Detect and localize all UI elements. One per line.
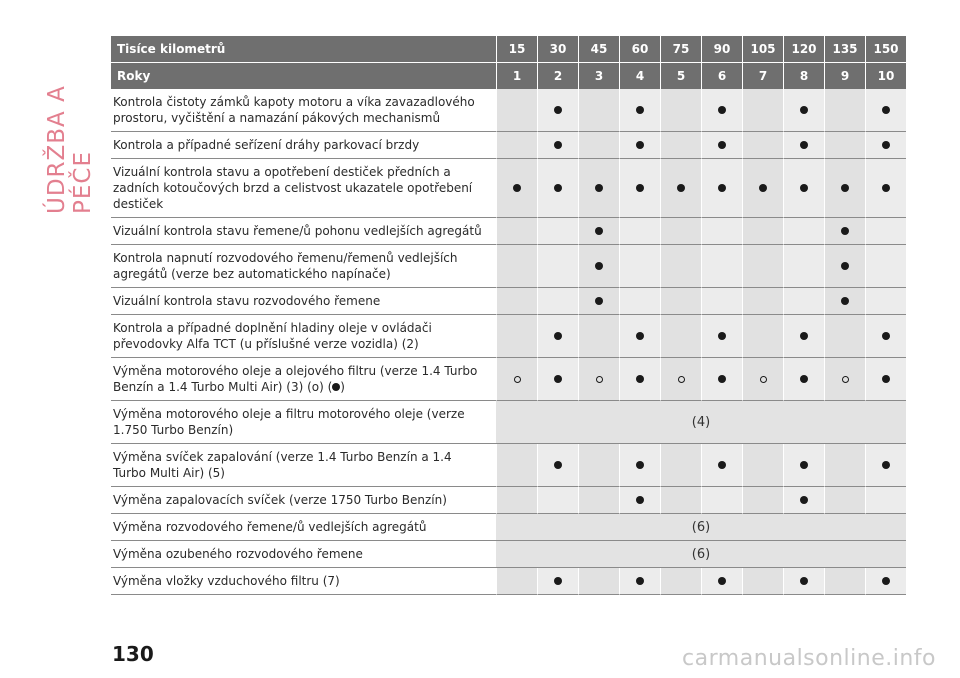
km-header-cell: 150 [865, 36, 906, 63]
schedule-cell [824, 159, 865, 218]
schedule-cell [660, 159, 701, 218]
filled-dot-icon [718, 141, 726, 149]
schedule-cell [496, 487, 537, 514]
task-text: Vizuální kontrola stavu a opotřebení destiček předních a zadních kotoučových brzd a celistvost ukazatele opotřebení destiček [113, 165, 473, 211]
schedule-cell [865, 132, 906, 159]
page-number: 130 [112, 642, 154, 666]
task-text: Kontrola a případné seřízení dráhy parkovací brzdy [113, 138, 420, 152]
filled-dot-icon [800, 375, 808, 383]
year-header-cell: 4 [619, 63, 660, 89]
schedule-cell [537, 358, 578, 401]
schedule-cell [824, 89, 865, 132]
km-header-label: Tisíce kilometrů [111, 36, 496, 63]
schedule-cell [701, 444, 742, 487]
schedule-cell [496, 358, 537, 401]
task-description [111, 487, 496, 514]
schedule-cell [537, 444, 578, 487]
empty-circle-icon [760, 376, 767, 383]
schedule-cell [701, 315, 742, 358]
task-description [111, 315, 496, 358]
schedule-cell [865, 487, 906, 514]
schedule-cell [824, 444, 865, 487]
year-header-cell: 3 [578, 63, 619, 89]
filled-dot-icon [718, 461, 726, 469]
schedule-cell [701, 159, 742, 218]
table-row [111, 514, 906, 541]
task-text: Výměna rozvodového řemene/ů vedlejších agregátů [113, 520, 427, 534]
task-description [111, 401, 496, 444]
schedule-cell [742, 288, 783, 315]
year-header-cell: 6 [701, 63, 742, 89]
year-header-cell: 1 [496, 63, 537, 89]
schedule-cell [742, 159, 783, 218]
table-row [111, 568, 906, 595]
schedule-cell [742, 568, 783, 595]
task-description [111, 245, 496, 288]
schedule-cell [619, 288, 660, 315]
table-row [111, 288, 906, 315]
schedule-cell [660, 358, 701, 401]
filled-dot-icon [595, 227, 603, 235]
schedule-cell [660, 315, 701, 358]
schedule-cell [496, 159, 537, 218]
filled-dot-icon [882, 184, 890, 192]
schedule-cell [865, 444, 906, 487]
filled-dot-icon [595, 297, 603, 305]
schedule-cell [660, 288, 701, 315]
watermark: carmanualsonline.info [682, 646, 936, 671]
schedule-cell [824, 358, 865, 401]
schedule-cell [865, 89, 906, 132]
task-description [111, 132, 496, 159]
maintenance-schedule-table [111, 36, 906, 595]
filled-dot-icon [882, 375, 890, 383]
filled-dot-icon [513, 184, 521, 192]
schedule-cell [865, 315, 906, 358]
task-description [111, 288, 496, 315]
schedule-cell [824, 245, 865, 288]
schedule-cell [496, 444, 537, 487]
task-description [111, 568, 496, 595]
table-body [111, 89, 906, 595]
filled-dot-icon [800, 106, 808, 114]
filled-dot-icon [718, 332, 726, 340]
filled-dot-icon [554, 332, 562, 340]
empty-circle-icon [514, 376, 521, 383]
schedule-cell [701, 487, 742, 514]
table-row [111, 218, 906, 245]
filled-dot-icon [677, 184, 685, 192]
filled-dot-icon [800, 332, 808, 340]
schedule-cell [496, 288, 537, 315]
schedule-cell [578, 288, 619, 315]
schedule-cell [537, 218, 578, 245]
km-header-cell: 15 [496, 36, 537, 63]
schedule-cell [619, 568, 660, 595]
schedule-cell [783, 159, 824, 218]
schedule-cell [783, 132, 824, 159]
schedule-cell [660, 568, 701, 595]
schedule-cell [783, 358, 824, 401]
schedule-cell [865, 159, 906, 218]
filled-dot-icon [554, 375, 562, 383]
km-header-row [111, 36, 906, 63]
schedule-cell [824, 315, 865, 358]
schedule-cell [619, 159, 660, 218]
schedule-cell [537, 315, 578, 358]
schedule-cell [742, 315, 783, 358]
task-text: Vizuální kontrola stavu rozvodového řemene [113, 294, 381, 308]
filled-dot-icon [800, 141, 808, 149]
filled-dot-icon [841, 227, 849, 235]
schedule-cell [537, 487, 578, 514]
filled-dot-icon [882, 332, 890, 340]
schedule-cell [701, 568, 742, 595]
schedule-cell [742, 487, 783, 514]
empty-circle-icon [678, 376, 685, 383]
task-text: Výměna motorového oleje a olejového filtru (verze 1.4 Turbo Benzín a 1.4 Turbo Multi Air) (3) (o) ( [113, 364, 478, 394]
schedule-cell [742, 89, 783, 132]
filled-dot-icon [636, 106, 644, 114]
filled-dot-icon [800, 577, 808, 585]
schedule-cell [619, 444, 660, 487]
schedule-cell [783, 315, 824, 358]
filled-dot-icon [554, 141, 562, 149]
schedule-cell [578, 487, 619, 514]
year-header-cell: 8 [783, 63, 824, 89]
filled-dot-icon [882, 461, 890, 469]
schedule-cell [824, 568, 865, 595]
table-row [111, 487, 906, 514]
schedule-cell [783, 568, 824, 595]
filled-dot-icon [636, 375, 644, 383]
km-header-cell: 90 [701, 36, 742, 63]
schedule-cell [701, 358, 742, 401]
schedule-cell [824, 132, 865, 159]
km-header-cell: 60 [619, 36, 660, 63]
schedule-cell [496, 568, 537, 595]
filled-dot-icon [718, 184, 726, 192]
table-row [111, 89, 906, 132]
schedule-cell [619, 315, 660, 358]
schedule-cell [578, 132, 619, 159]
interval-note: (4) [496, 401, 906, 444]
km-header-cell: 120 [783, 36, 824, 63]
schedule-cell [496, 89, 537, 132]
filled-dot-icon [636, 141, 644, 149]
schedule-cell [783, 89, 824, 132]
filled-dot-icon [800, 461, 808, 469]
filled-dot-icon [718, 106, 726, 114]
km-header-cell: 45 [578, 36, 619, 63]
schedule-cell [537, 288, 578, 315]
years-header-label: Roky [111, 63, 496, 89]
schedule-cell [701, 288, 742, 315]
filled-dot-icon [554, 106, 562, 114]
table-row [111, 315, 906, 358]
schedule-cell [537, 89, 578, 132]
schedule-cell [619, 358, 660, 401]
task-text: Výměna svíček zapalování (verze 1.4 Turbo Benzín a 1.4 Turbo Multi Air) (5) [113, 450, 452, 480]
table-row [111, 444, 906, 487]
schedule-cell [496, 315, 537, 358]
year-header-cell: 5 [660, 63, 701, 89]
schedule-cell [783, 487, 824, 514]
schedule-cell [578, 315, 619, 358]
schedule-cell [742, 132, 783, 159]
year-header-cell: 9 [824, 63, 865, 89]
schedule-cell [619, 245, 660, 288]
filled-dot-icon [636, 577, 644, 585]
schedule-cell [660, 487, 701, 514]
schedule-cell [496, 218, 537, 245]
schedule-cell [660, 218, 701, 245]
year-header-cell: 2 [537, 63, 578, 89]
year-header-cell: 10 [865, 63, 906, 89]
schedule-cell [578, 89, 619, 132]
task-description [111, 444, 496, 487]
filled-dot-icon [718, 375, 726, 383]
task-text-suffix: ) [340, 380, 345, 394]
task-description [111, 358, 496, 401]
table-row [111, 541, 906, 568]
km-header-cell: 30 [537, 36, 578, 63]
filled-dot-icon [800, 184, 808, 192]
task-description [111, 89, 496, 132]
schedule-cell [742, 245, 783, 288]
empty-circle-icon [596, 376, 603, 383]
km-header-cell: 75 [660, 36, 701, 63]
empty-circle-icon [842, 376, 849, 383]
schedule-cell [496, 245, 537, 288]
task-description [111, 541, 496, 568]
schedule-cell [865, 358, 906, 401]
schedule-cell [496, 132, 537, 159]
task-text: Kontrola čistoty zámků kapoty motoru a víka zavazadlového prostoru, vyčištění a namazání pákových mechanismů [113, 95, 475, 125]
filled-dot-icon [882, 106, 890, 114]
schedule-cell [660, 245, 701, 288]
filled-dot-icon [636, 332, 644, 340]
filled-dot-icon [636, 461, 644, 469]
schedule-cell [578, 358, 619, 401]
schedule-cell [701, 245, 742, 288]
filled-dot-icon [759, 184, 767, 192]
schedule-cell [537, 568, 578, 595]
table-row [111, 245, 906, 288]
km-header-cell: 105 [742, 36, 783, 63]
schedule-cell [742, 218, 783, 245]
schedule-cell [783, 288, 824, 315]
schedule-cell [578, 444, 619, 487]
filled-dot-icon [882, 141, 890, 149]
filled-dot-icon [800, 496, 808, 504]
schedule-cell [701, 89, 742, 132]
filled-dot-icon [718, 577, 726, 585]
schedule-cell [619, 218, 660, 245]
filled-dot-icon [636, 184, 644, 192]
schedule-cell [537, 132, 578, 159]
task-text: Výměna ozubeného rozvodového řemene [113, 547, 363, 561]
km-header-cell: 135 [824, 36, 865, 63]
years-header-row [111, 63, 906, 89]
filled-dot-icon [595, 184, 603, 192]
filled-dot-icon [841, 184, 849, 192]
schedule-cell [619, 132, 660, 159]
schedule-cell [824, 487, 865, 514]
schedule-cell [865, 245, 906, 288]
table-row [111, 401, 906, 444]
schedule-cell [742, 444, 783, 487]
schedule-cell [537, 245, 578, 288]
schedule-cell [578, 568, 619, 595]
filled-dot-icon [554, 184, 562, 192]
filled-dot-icon [841, 262, 849, 270]
section-title [44, 34, 96, 214]
schedule-cell [824, 218, 865, 245]
schedule-cell [578, 245, 619, 288]
filled-dot-icon [595, 262, 603, 270]
table-row [111, 358, 906, 401]
schedule-cell [537, 159, 578, 218]
schedule-cell [660, 132, 701, 159]
schedule-cell [619, 487, 660, 514]
task-description [111, 159, 496, 218]
year-header-cell: 7 [742, 63, 783, 89]
task-text: Kontrola a případné doplnění hladiny oleje v ovládači převodovky Alfa TCT (u příslušné verze vozidla) (2) [113, 321, 432, 351]
schedule-cell [619, 89, 660, 132]
schedule-cell [865, 288, 906, 315]
task-text: Vizuální kontrola stavu řemene/ů pohonu vedlejších agregátů [113, 224, 482, 238]
schedule-cell [783, 218, 824, 245]
schedule-cell [660, 444, 701, 487]
schedule-cell [701, 218, 742, 245]
filled-dot-icon [636, 496, 644, 504]
schedule-cell [578, 159, 619, 218]
schedule-cell [865, 568, 906, 595]
task-description [111, 218, 496, 245]
schedule-cell [783, 444, 824, 487]
filled-dot-icon [882, 577, 890, 585]
schedule-cell [660, 89, 701, 132]
schedule-cell [824, 288, 865, 315]
section-title-text: ÚDRŽBA A PÉČE [44, 85, 96, 214]
interval-note: (6) [496, 514, 906, 541]
table-header [111, 36, 906, 89]
task-text: Kontrola napnutí rozvodového řemenu/řemenů vedlejších agregátů (verze bez automatického napínače) [113, 251, 458, 281]
task-description [111, 514, 496, 541]
schedule-cell [701, 132, 742, 159]
schedule-cell [783, 245, 824, 288]
schedule-cell [578, 218, 619, 245]
table-row [111, 159, 906, 218]
task-text: Výměna zapalovacích svíček (verze 1750 Turbo Benzín) [113, 493, 447, 507]
table-row [111, 132, 906, 159]
task-text: Výměna vložky vzduchového filtru (7) [113, 574, 340, 588]
task-text: Výměna motorového oleje a filtru motorového oleje (verze 1.750 Turbo Benzín) [113, 407, 465, 437]
filled-dot-icon [554, 461, 562, 469]
filled-dot-icon [554, 577, 562, 585]
interval-note: (6) [496, 541, 906, 568]
filled-dot-icon [841, 297, 849, 305]
schedule-cell [865, 218, 906, 245]
schedule-cell [742, 358, 783, 401]
